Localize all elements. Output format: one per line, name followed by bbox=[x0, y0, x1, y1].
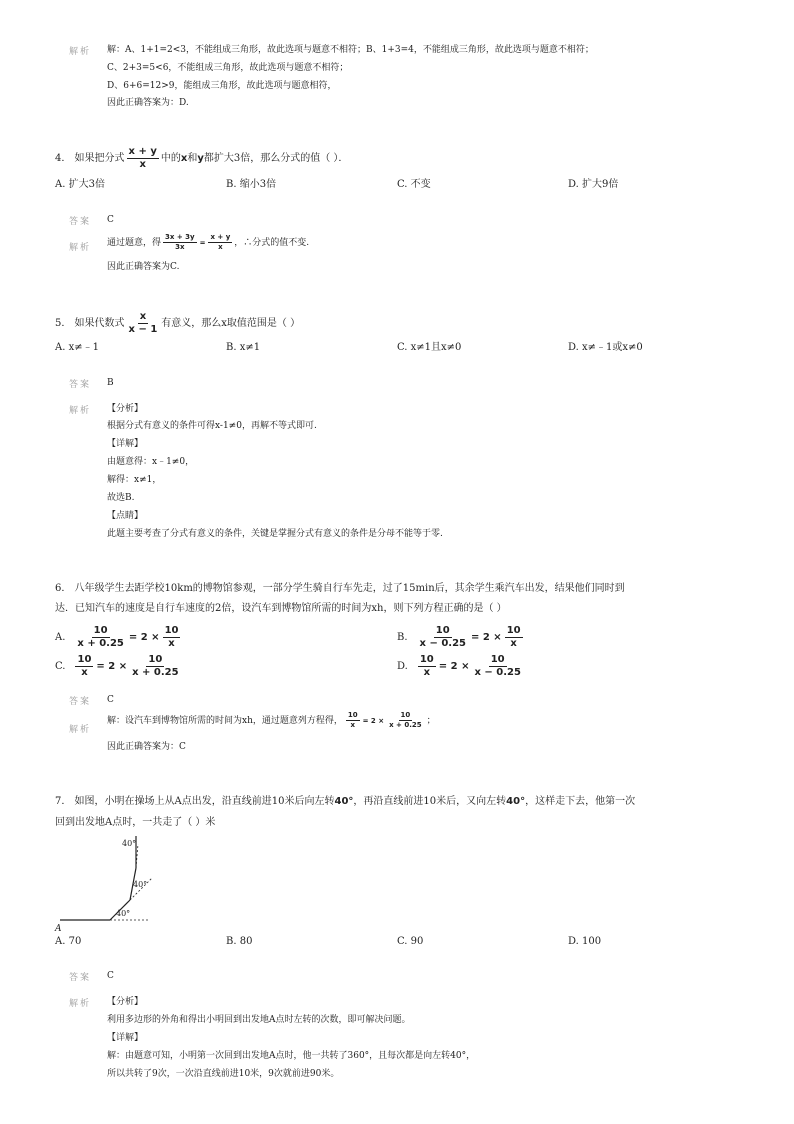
analysis-line: 故选B. bbox=[107, 493, 135, 503]
option-letter: D. bbox=[397, 660, 408, 672]
stem-text: ，这样走下去，他第一次 bbox=[525, 796, 636, 807]
fraction bbox=[75, 626, 125, 649]
option-c: C. 90 bbox=[397, 936, 424, 947]
stem-text: 都扩大3倍，那么分式的值（ ）． bbox=[203, 152, 349, 164]
formula bbox=[75, 655, 180, 678]
question-7-stem bbox=[55, 795, 635, 809]
fraction bbox=[127, 147, 159, 170]
denominator: x − 0.25 bbox=[474, 667, 521, 678]
analysis-line: 【点睛】 bbox=[107, 511, 144, 521]
numerator: 10 bbox=[490, 654, 505, 665]
analysis-line: 【分析】 bbox=[107, 997, 144, 1007]
analysis-line: 【详解】 bbox=[107, 439, 144, 449]
operator: = 2 × bbox=[362, 716, 385, 725]
analysis-line: 根据分式有意义的条件可得x-1≠0，再解不等式即可. bbox=[107, 421, 317, 431]
answer-label: 答案 bbox=[69, 697, 92, 707]
analysis-text: ，∴分式的值不变. bbox=[234, 237, 310, 248]
question-4-stem bbox=[55, 147, 348, 170]
analysis-line: 所以共转了9次，一次沿直线前进10米，9次就前进90米。 bbox=[107, 1069, 340, 1079]
analysis-line: 利用多边形的外角和得出小明回到出发地A点时左转的次数，即可解决问题。 bbox=[107, 1015, 411, 1025]
analysis-label: 解析 bbox=[69, 999, 92, 1009]
formula bbox=[163, 234, 232, 251]
option-a: A. 扩大3倍 bbox=[55, 179, 105, 190]
analysis-line: C、2+3=5<6，不能组成三角形，故此选项与题意不相符； bbox=[107, 63, 349, 73]
equals-sign: = bbox=[199, 238, 206, 247]
numerator: 10 bbox=[148, 654, 163, 665]
walking-path-figure bbox=[52, 832, 162, 934]
fraction bbox=[472, 655, 522, 678]
fraction bbox=[127, 312, 160, 335]
denominator: x + 0.25 bbox=[132, 667, 179, 678]
formula bbox=[418, 655, 523, 678]
analysis-line: D、6+6=12>9，能组成三角形，故此选项与题意相符， bbox=[107, 81, 337, 91]
analysis-line: 由题意得：x﹣1≠0， bbox=[107, 457, 195, 467]
denominator: x bbox=[350, 721, 355, 729]
answer-value: C bbox=[107, 215, 114, 225]
point-label-a: A bbox=[55, 924, 62, 934]
analysis-line bbox=[107, 234, 309, 251]
option-letter: A. bbox=[55, 631, 66, 643]
stem-text: 和 bbox=[187, 152, 198, 164]
stem-text: 4． 如果把分式 bbox=[55, 152, 125, 164]
denominator: x bbox=[510, 638, 517, 649]
analysis-label: 解析 bbox=[69, 406, 92, 416]
fraction bbox=[505, 626, 523, 649]
numerator: x bbox=[139, 311, 147, 322]
denominator: x bbox=[81, 667, 88, 678]
option-b: B. 80 bbox=[226, 936, 253, 947]
numerator: 10 bbox=[419, 654, 434, 665]
stem-text: 5． 如果代数式 bbox=[55, 317, 125, 329]
denominator: x bbox=[218, 243, 223, 251]
angle-label: 40° bbox=[133, 880, 148, 889]
analysis-line: 解：由题意可知，小明第一次回到出发地A点时，他一共转了360°，且每次都是向左转40°， bbox=[107, 1051, 476, 1061]
fraction bbox=[75, 655, 93, 678]
denominator: x bbox=[168, 638, 175, 649]
analysis-line: 解：A、1+1=2<3，不能组成三角形，故此选项与题意不相符；B、1+3=4，不能组成三角形，故此选项与题意不相符； bbox=[107, 45, 594, 55]
numerator: 10 bbox=[400, 711, 411, 719]
answer-label: 答案 bbox=[69, 217, 92, 227]
option-d: D. 扩大9倍 bbox=[568, 179, 619, 190]
fraction bbox=[387, 712, 424, 729]
angle-value: 40° bbox=[334, 796, 354, 807]
fraction bbox=[418, 626, 468, 649]
analysis-line bbox=[107, 712, 436, 729]
option-d bbox=[397, 655, 523, 678]
question-7-stem: 回到出发地A点时，一共走了（ ）米 bbox=[55, 817, 216, 828]
question-6-stem: 6． 八年级学生去距学校10km的博物馆参观，一部分学生骑自行车先走，过了15min后，其余学生乘汽车出发，结果他们同时到 bbox=[55, 583, 625, 594]
question-6-stem: 达．已知汽车的速度是自行车速度的2倍，设汽车到博物馆所需的时间为xh，则下列方程正确的是（ ） bbox=[55, 603, 507, 614]
analysis-line: 解得：x≠1， bbox=[107, 475, 162, 485]
option-a: A. x≠﹣1 bbox=[55, 342, 99, 353]
fraction bbox=[163, 626, 181, 649]
analysis-line: 【详解】 bbox=[107, 1033, 144, 1043]
option-b: B. 缩小3倍 bbox=[226, 179, 277, 190]
stem-text: 中的 bbox=[160, 152, 181, 164]
denominator: x − 1 bbox=[128, 324, 158, 335]
operator: = 2 × bbox=[96, 660, 128, 672]
analysis-text: 通过题意，得 bbox=[107, 237, 162, 248]
numerator: 10 bbox=[347, 711, 358, 719]
denominator: x bbox=[139, 159, 146, 170]
denominator: x + 0.25 bbox=[389, 721, 422, 729]
answer-label: 答案 bbox=[69, 973, 92, 983]
analysis-text: ； bbox=[426, 715, 436, 726]
analysis-label: 解析 bbox=[69, 725, 92, 735]
analysis-text: 解：设汽车到博物馆所需的时间为xh，通过题意列方程得， bbox=[107, 715, 343, 726]
fraction bbox=[130, 655, 180, 678]
option-letter: B. bbox=[397, 631, 408, 643]
denominator: x bbox=[423, 667, 431, 678]
denominator: x + 0.25 bbox=[77, 638, 124, 649]
fraction bbox=[163, 234, 197, 251]
numerator: 10 bbox=[93, 625, 108, 636]
analysis-label: 解析 bbox=[69, 243, 92, 253]
stem-text: 7． 如图，小明在操场上从A点出发，沿直线前进10米后向左转 bbox=[55, 796, 335, 807]
option-d: D. x≠﹣1或x≠0 bbox=[568, 342, 643, 353]
option-b: B. x≠1 bbox=[226, 342, 261, 353]
option-a: A. 70 bbox=[55, 936, 82, 947]
numerator: 10 bbox=[506, 625, 521, 636]
angle-label: 40° bbox=[122, 839, 137, 848]
option-d: D. 100 bbox=[568, 936, 602, 947]
answer-value: C bbox=[107, 971, 114, 981]
formula bbox=[346, 712, 424, 729]
numerator: x + y bbox=[128, 146, 157, 157]
question-5-stem bbox=[55, 312, 300, 335]
analysis-line: 因此正确答案为：D. bbox=[107, 98, 189, 108]
operator: = 2 × bbox=[438, 660, 470, 672]
numerator: 3x + 3y bbox=[165, 233, 195, 241]
numerator: 10 bbox=[435, 625, 450, 636]
formula bbox=[418, 626, 523, 649]
denominator: 3x bbox=[175, 243, 185, 251]
variable: y bbox=[197, 152, 204, 164]
fraction bbox=[346, 712, 360, 729]
numerator: x + y bbox=[210, 233, 231, 241]
fraction bbox=[418, 655, 436, 678]
analysis-line: 【分析】 bbox=[107, 404, 144, 414]
stem-text: 有意义，那么x取值范围是（ ） bbox=[161, 317, 301, 329]
analysis-label: 解析 bbox=[69, 47, 92, 57]
operator: = 2 × bbox=[471, 631, 502, 643]
angle-value: 40° bbox=[506, 796, 526, 807]
formula bbox=[75, 626, 180, 649]
answer-value: B bbox=[107, 378, 114, 388]
option-letter: C. bbox=[55, 660, 66, 672]
operator: = 2 × bbox=[128, 631, 160, 643]
angle-label: 40° bbox=[116, 909, 131, 918]
numerator: 10 bbox=[77, 654, 92, 665]
option-c: C. x≠1且x≠0 bbox=[397, 342, 462, 353]
numerator: 10 bbox=[164, 625, 179, 636]
option-c bbox=[55, 655, 181, 678]
answer-label: 答案 bbox=[69, 380, 92, 390]
fraction bbox=[208, 234, 232, 251]
stem-text: ，再沿直线前进10米后，又向左转 bbox=[353, 796, 507, 807]
denominator: x − 0.25 bbox=[419, 638, 466, 649]
analysis-line: 此题主要考查了分式有意义的条件，关键是掌握分式有意义的条件是分母不能等于零. bbox=[107, 529, 443, 539]
answer-value: C bbox=[107, 695, 114, 705]
variable: x bbox=[180, 152, 188, 164]
analysis-line: 因此正确答案为C. bbox=[107, 262, 180, 272]
option-a bbox=[55, 626, 180, 649]
analysis-line: 因此正确答案为：C bbox=[107, 742, 186, 752]
option-b bbox=[397, 626, 523, 649]
option-c: C. 不变 bbox=[397, 179, 431, 190]
